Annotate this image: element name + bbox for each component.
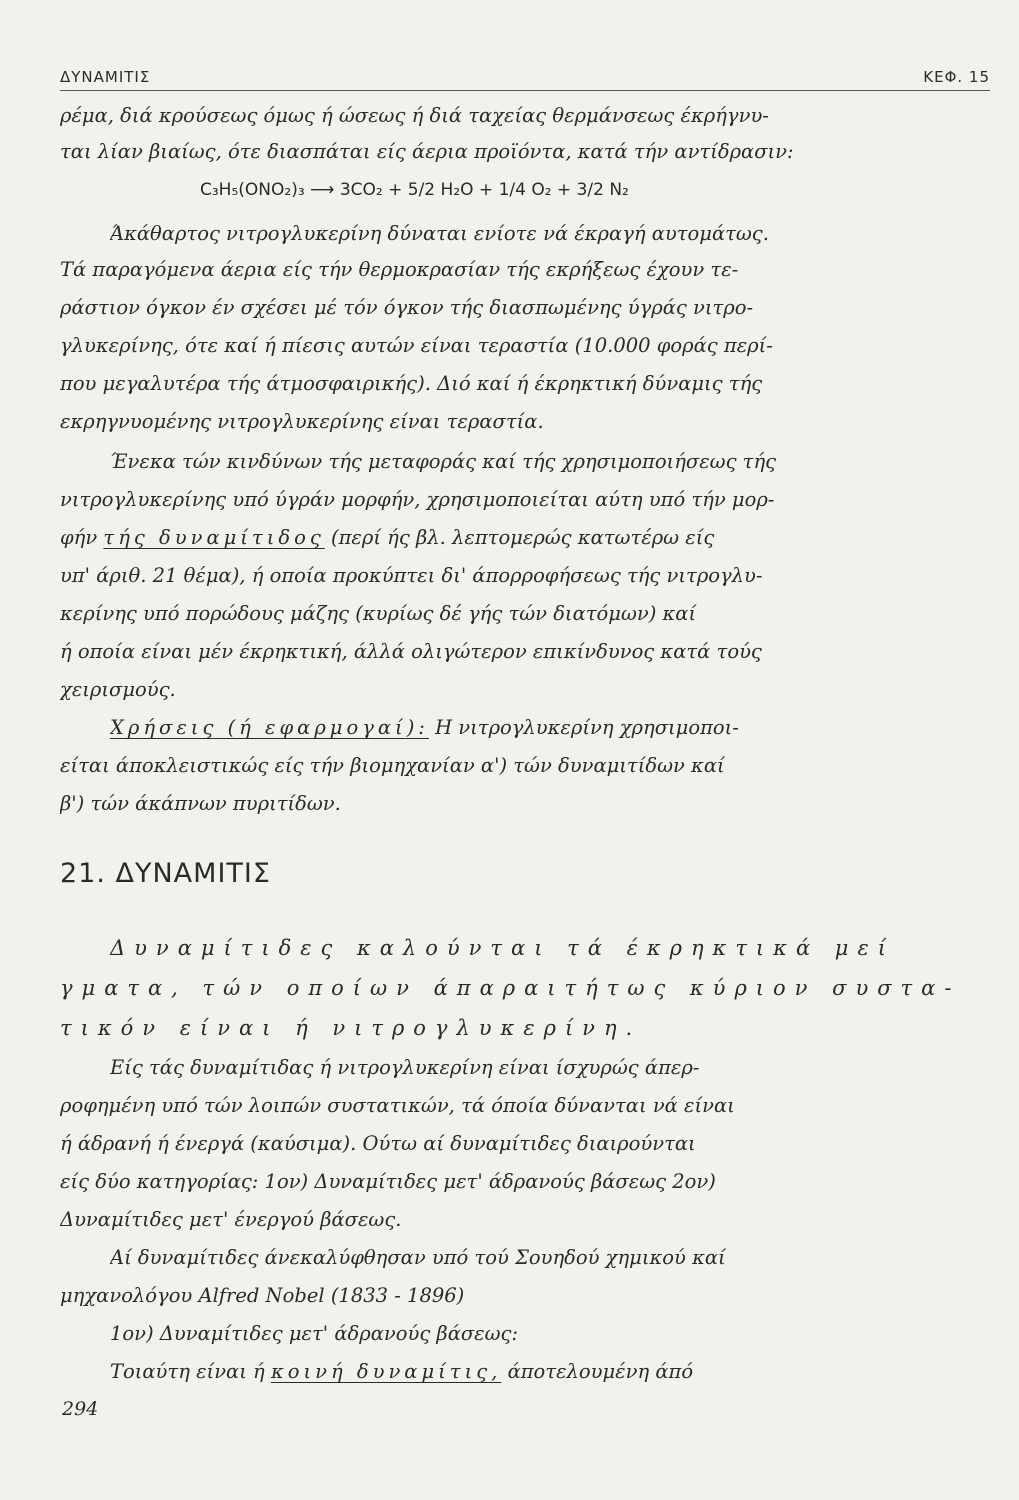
text-line: β') τών άκάπνων πυριτίδων.: [60, 792, 341, 815]
text-line: Τά παραγόμενα άερια είς τήν θερμοκρασίαν τής εκρήξεως έχουν τε-: [60, 258, 739, 281]
text-line: Είς τάς δυναμίτιδας ή νιτρογλυκερίνη είναι ίσχυρώς άπερ-: [110, 1056, 700, 1079]
text-line: Αί δυναμίτιδες άνεκαλύφθησαν υπό τού Σουηδού χημικού καί: [110, 1246, 726, 1269]
underlined-definition: Δυναμίτιδες καλούνται τά έκρηκτικά μεί: [110, 936, 895, 960]
text-line: ράστιον όγκον έν σχέσει μέ τόν όγκον τής διασπωμένης ύγράς νιτρο-: [60, 296, 754, 319]
text-fragment: άποτελουμένη άπό: [507, 1360, 694, 1383]
text-line: 1ον) Δυναμίτιδες μετ' άδρανούς βάσεως:: [110, 1322, 519, 1345]
underlined-term: Χρήσεις (ή εφαρμογαί):: [110, 716, 429, 739]
text-line: είται άποκλειστικώς είς τήν βιομηχανίαν α') τών δυναμιτίδων καί: [60, 754, 725, 777]
text-line: ται λίαν βιαίως, ότε διασπάται είς άερια προϊόντα, κατά τήν αντίδρασιν:: [60, 140, 794, 163]
text-line: χειρισμούς.: [60, 678, 176, 701]
text-line: ή οποία είναι μέν έκρηκτική, άλλά ολιγώτερον επικίνδυνος κατά τούς: [60, 640, 762, 663]
text-line: ή άδρανή ή ένεργά (καύσιμα). Ούτω αί δυναμίτιδες διαιρούνται: [60, 1132, 696, 1155]
page-number: 294: [62, 1398, 99, 1420]
text-line: νιτρογλυκερίνης υπό ύγράν μορφήν, χρησιμοποιείται αύτη υπό τήν μορ-: [60, 488, 775, 511]
text-line: υπ' άριθ. 21 θέμα), ή οποία προκύπτει δι' άπορροφήσεως τής νιτρογλυ-: [60, 564, 763, 587]
text-line: [60, 526, 995, 549]
text-line: [110, 1360, 995, 1383]
text-line: είς δύο κατηγορίας: 1ον) Δυναμίτιδες μετ' άδρανούς βάσεως 2ον): [60, 1170, 716, 1193]
section-title: 21. ΔΥΝΑΜΙΤΙΣ: [60, 858, 271, 889]
definition-line: [60, 976, 995, 1000]
definition-line: [60, 1016, 995, 1040]
page-header: [60, 66, 990, 91]
text-line: ροφημένη υπό τών λοιπών συστατικών, τά όποία δύνανται νά είναι: [60, 1094, 735, 1117]
text-fragment: Η νιτρογλυκερίνη χρησιμοποι-: [435, 716, 739, 739]
text-fragment: φήν: [60, 526, 98, 549]
text-line: εκρηγνυομένης νιτρογλυκερίνης είναι τεραστία.: [60, 410, 544, 433]
text-line: Ένεκα τών κινδύνων τής μεταφοράς καί τής χρησιμοποιήσεως τής: [110, 450, 777, 473]
text-line: γλυκερίνης, ότε καί ή πίεσις αυτών είναι τεραστία (10.000 φοράς περί-: [60, 334, 773, 357]
text-line: μηχανολόγου Alfred Nobel (1833 - 1896): [60, 1284, 465, 1307]
definition-line: [110, 936, 995, 960]
text-line: ρέμα, διά κρούσεως όμως ή ώσεως ή διά ταχείας θερμάνσεως έκρήγνυ-: [60, 104, 769, 127]
text-line: Δυναμίτιδες μετ' ένεργού βάσεως.: [60, 1208, 402, 1231]
chemical-equation: C₃H₅(ONO₂)₃ ⟶ 3CO₂ + 5/2 H₂O + 1/4 O₂ + 3/2 N₂: [200, 180, 629, 200]
text-line: [110, 716, 995, 739]
text-line: κερίνης υπό πορώδους μάζης (κυρίως δέ γής τών διατόμων) καί: [60, 602, 697, 625]
text-line: Άκάθαρτος νιτρογλυκερίνη δύναται ενίοτε νά έκραγή αυτομάτως.: [110, 222, 769, 245]
running-title: ΔΥΝΑΜΙΤΙΣ: [60, 68, 151, 86]
underlined-definition: γματα, τών οποίων άπαραιτήτως κύριον συστα-: [60, 976, 961, 1000]
chapter-label: ΚΕΦ. 15: [923, 68, 990, 86]
text-fragment: Τοιαύτη είναι ή: [110, 1360, 265, 1383]
text-line: που μεγαλυτέρα τής άτμοσφαιρικής). Διό καί ή έκρηκτική δύναμις τής: [60, 372, 763, 395]
underlined-term: τής δυναμίτιδος: [103, 526, 325, 549]
underlined-term: κοινή δυναμίτις,: [270, 1360, 502, 1383]
text-fragment: (περί ής βλ. λεπτομερώς κατωτέρω είς: [330, 526, 715, 549]
underlined-definition: τικόν είναι ή νιτρογλυκερίνη.: [60, 1016, 642, 1040]
